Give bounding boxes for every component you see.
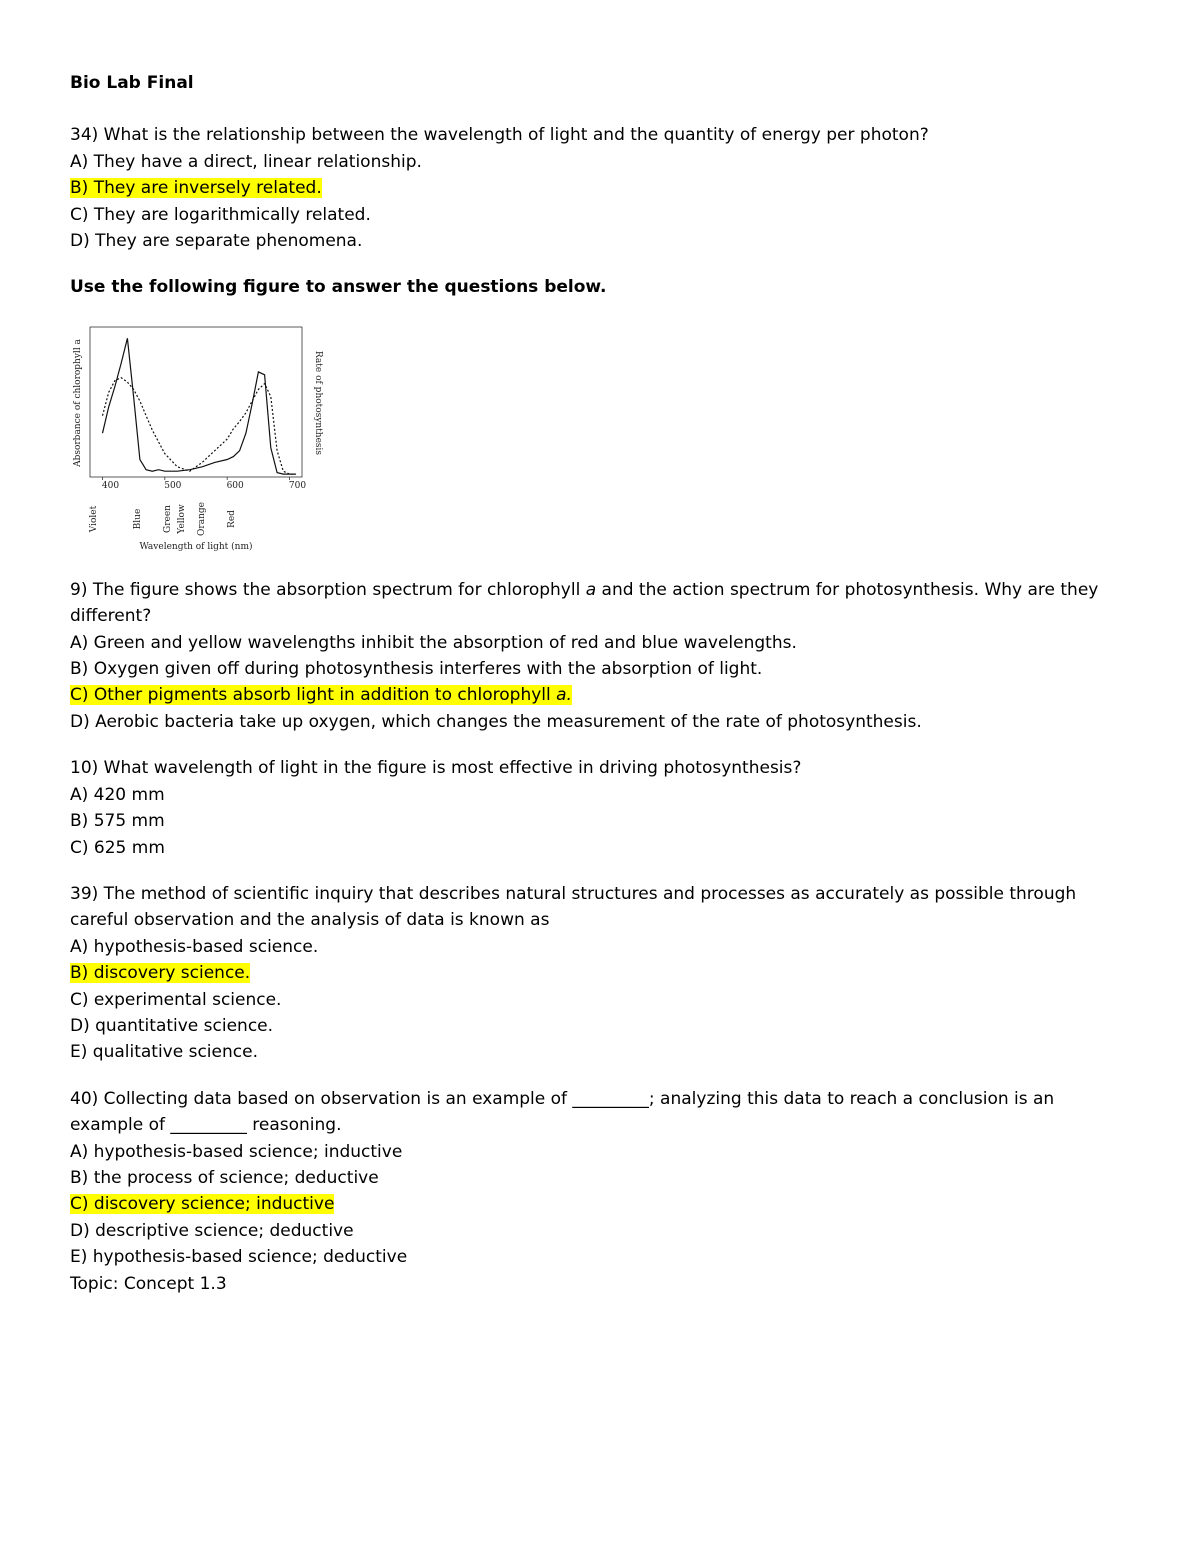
x-tick-label: 700	[288, 480, 307, 491]
y-axis-label-left: Absorbance of chlorophyll a	[73, 338, 83, 467]
spectrum-figure	[70, 319, 323, 555]
answer-option	[70, 1165, 1130, 1191]
option-text: A) hypothesis-based science.	[70, 936, 319, 957]
figure-instruction: Use the following figure to answer the questions below.	[70, 277, 607, 298]
color-label-layer	[89, 502, 237, 536]
document-body	[70, 70, 1130, 1317]
option-text: A) 420 mm	[70, 784, 165, 805]
question-9	[70, 577, 1130, 735]
x-tick-label: 500	[164, 480, 182, 491]
series-layer	[103, 338, 296, 474]
option-text: B) Oxygen given off during photosynthesis interferes with the absorption of light.	[70, 659, 763, 680]
highlighted-answer: C) discovery science; inductive	[70, 1194, 335, 1215]
color-band-label: Orange	[197, 501, 207, 536]
prompt-italic: a	[585, 579, 597, 600]
tick-layer	[102, 477, 307, 491]
option-text: C) experimental science.	[70, 989, 282, 1010]
absorption-spectrum-line	[103, 338, 296, 474]
answer-option	[70, 1139, 1130, 1165]
topic-note: Topic: Concept 1.3	[70, 1273, 227, 1294]
question-10	[70, 755, 1130, 861]
option-text: E) hypothesis-based science; deductive	[70, 1247, 408, 1268]
color-band-label: Red	[227, 509, 237, 528]
highlighted-answer: B) discovery science.	[70, 963, 251, 984]
question-prompt: 40) Collecting data based on observation is an example of _________; analyzing this data to reach a conclusion is an example of _________ reasoning.	[70, 1088, 1055, 1136]
option-text: C) Other pigments absorb light in addition to chlorophyll	[70, 685, 557, 706]
question-prompt: 34) What is the relationship between the wavelength of light and the quantity of energy per photon?	[70, 125, 929, 146]
x-tick-label: 400	[101, 480, 120, 491]
y-axis-label-right: Rate of photosynthesis	[313, 350, 323, 455]
plot-frame	[90, 327, 302, 477]
option-text: C) 625 mm	[70, 837, 165, 858]
answer-option	[70, 835, 1130, 861]
highlighted-answer: B) They are inversely related.	[70, 178, 322, 199]
action-spectrum-line	[103, 378, 296, 474]
question-39	[70, 881, 1130, 1066]
option-text: D) They are separate phenomena.	[70, 231, 363, 252]
option-text: A) hypothesis-based science; inductive	[70, 1141, 403, 1162]
prompt-text: and the action spectrum for photosynthesis. Why are they different?	[70, 579, 1099, 627]
question-40	[70, 1086, 1130, 1297]
color-band-label: Violet	[89, 505, 99, 533]
option-text: D) descriptive science; deductive	[70, 1220, 354, 1241]
spectrum-chart	[70, 319, 323, 555]
answer-option	[70, 934, 1130, 960]
document-title: Bio Lab Final	[70, 73, 194, 93]
answer-option-highlighted	[70, 960, 1130, 986]
answer-option	[70, 808, 1130, 834]
x-tick-label: 600	[226, 480, 244, 491]
question-prompt: 39) The method of scientific inquiry that describes natural structures and processes as accurately as possible through careful observation and the analysis of data is known as	[70, 883, 1077, 931]
color-band-label: Yellow	[177, 504, 187, 534]
option-text: C) They are logarithmically related.	[70, 204, 371, 225]
answer-option	[70, 709, 1130, 735]
option-text: D) Aerobic bacteria take up oxygen, which changes the measurement of the rate of photosynthesis.	[70, 711, 922, 732]
option-text: D) quantitative science.	[70, 1015, 274, 1036]
highlighted-answer	[70, 685, 572, 705]
color-band-label: Green	[163, 504, 173, 533]
option-text: A) They have a direct, linear relationship.	[70, 151, 422, 172]
color-band-label: Blue	[133, 508, 143, 530]
option-text: B) 575 mm	[70, 811, 165, 832]
answer-option	[70, 202, 1130, 228]
option-text: E) qualitative science.	[70, 1042, 258, 1063]
x-axis-label: Wavelength of light (nm)	[139, 541, 253, 552]
answer-option	[70, 1039, 1130, 1065]
answer-option	[70, 782, 1130, 808]
option-text: B) the process of science; deductive	[70, 1167, 379, 1188]
answer-option	[70, 1013, 1130, 1039]
prompt-text: 9) The figure shows the absorption spectrum for chlorophyll	[70, 579, 586, 600]
question-34	[70, 122, 1130, 254]
answer-option	[70, 656, 1130, 682]
answer-option	[70, 1218, 1130, 1244]
option-italic: a.	[556, 685, 572, 706]
answer-option	[70, 149, 1130, 175]
answer-option-highlighted	[70, 175, 1130, 201]
answer-option-highlighted	[70, 1191, 1130, 1217]
option-text: A) Green and yellow wavelengths inhibit the absorption of red and blue wavelengths.	[70, 632, 797, 653]
answer-option	[70, 987, 1130, 1013]
answer-option-highlighted	[70, 682, 1130, 708]
answer-option	[70, 1244, 1130, 1270]
answer-option	[70, 228, 1130, 254]
question-prompt: 10) What wavelength of light in the figure is most effective in driving photosynthesis?	[70, 758, 802, 779]
answer-option	[70, 630, 1130, 656]
question-prompt	[70, 577, 1130, 630]
